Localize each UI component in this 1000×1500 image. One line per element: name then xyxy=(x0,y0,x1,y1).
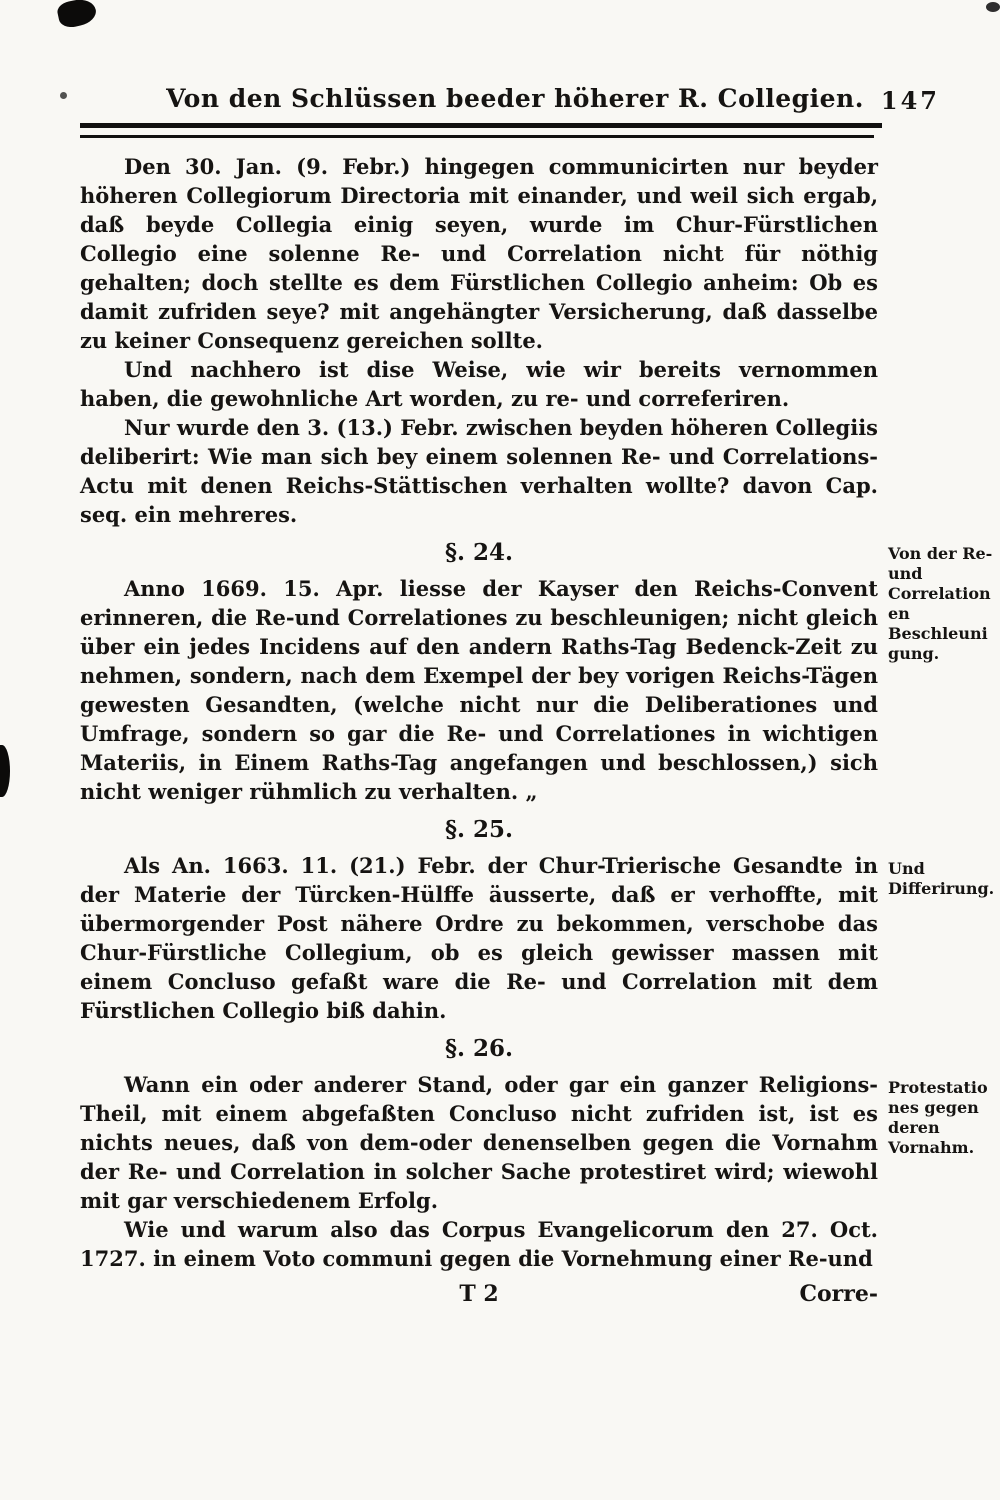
scan-artifact xyxy=(0,745,10,797)
text-block xyxy=(80,152,995,1273)
page-footer xyxy=(80,1281,878,1313)
scan-artifact xyxy=(986,2,1000,12)
margin-note: Protestationes gegen deren Vornahm. xyxy=(888,1078,988,1157)
section-26 xyxy=(80,1034,988,1215)
margin-note: Von der Re-und Correlationen Beschleunigung. xyxy=(888,544,993,663)
running-title: Von den Schlüssen beeder höherer R. Collegien. xyxy=(166,84,864,113)
page-header xyxy=(150,84,940,115)
header-rules xyxy=(80,123,882,138)
paragraph: Anno 1669. 15. Apr. liesse der Kayser den Reichs-Convent erinneren, die Re-und Correlationes zu beschleunigen; nicht gleich über ein jedes Incidens auf den andern Raths-Tag Bedenck-Zeit zu nehmen, sondern, nach dem Exempel der bey vorigen Reichs-Tägen gewesten Gesandten, (welche nicht nur die Deliberationes und Umfrage, sondern so gar die Re- und Correlationes in wichtigen Materiis, in Einem Raths-Tag angefangen und beschlossen,) sich nicht weniger rühmlich zu verhalten. „ xyxy=(80,576,878,804)
paragraph: Nur wurde den 3. (13.) Febr. zwischen beyden höheren Collegiis deliberirt: Wie man sich bey einem solennen Re- und Correlations-Actu mit denen Reichs-Stättischen verhalten wollte? davon Cap. seq. ein mehreres. xyxy=(80,415,878,527)
paragraph: Wann ein oder anderer Stand, oder gar ein ganzer Religions-Theil, mit einem abgefaßten Concluso nicht zufriden ist, ist es nichts neues, daß von dem-oder denenselben gegen die Vornahm der Re- und Correlation in solcher Sache protestiret wird; wiewohl mit gar verschiedenem Erfolg. xyxy=(80,1072,878,1213)
page-number: 147 xyxy=(880,86,940,115)
paragraph: Den 30. Jan. (9. Febr.) hingegen communicirten nur beyder höheren Collegiorum Directoria mit einander, und weil sich ergab, daß beyde Collegia einig seyen, wurde im Chur-Fürstlichen Collegio eine solenne Re- und Correlation nicht für nöthig gehalten; doch stellte es dem Fürstlichen Collegio anheim: Ob es damit zufriden seye? mit angehängter Versicherung, daß dasselbe zu keiner Consequenz gereichen sollte. xyxy=(80,154,878,353)
section-heading: §. 25. xyxy=(444,816,514,843)
header-rule-thick xyxy=(80,123,882,128)
scan-artifact xyxy=(60,92,67,99)
section-25 xyxy=(80,815,995,1025)
section-24 xyxy=(80,538,993,806)
catchword: Corre- xyxy=(799,1281,878,1307)
signature-mark: T 2 xyxy=(459,1281,499,1307)
paragraph: Als An. 1663. 11. (21.) Febr. der Chur-Trierische Gesandte in der Materie der Türcken-Hülffe äusserte, daß er verhoffte, mit übermorgender Post nähere Ordre zu bekommen, verschobe das Chur-Fürstliche Collegium, ob es gleich gewisser massen mit einem Concluso gefaßt ware die Re- und Correlation mit dem Fürstlichen Collegio biß dahin. xyxy=(80,853,878,1023)
scan-artifact xyxy=(56,0,99,30)
paragraph: Und nachhero ist dise Weise, wie wir bereits vernommen haben, die gewohnliche Art worden, zu re- und correferiren. xyxy=(80,357,878,411)
header-rule-thin xyxy=(80,135,874,138)
section-heading: §. 24. xyxy=(444,539,514,566)
margin-note: Und Differirung. xyxy=(888,859,995,898)
section-heading: §. 26. xyxy=(444,1035,514,1062)
paragraph: Wie und warum also das Corpus Evangelicorum den 27. Oct. 1727. in einem Voto communi gegen die Vornehmung einer Re-und xyxy=(80,1217,878,1271)
